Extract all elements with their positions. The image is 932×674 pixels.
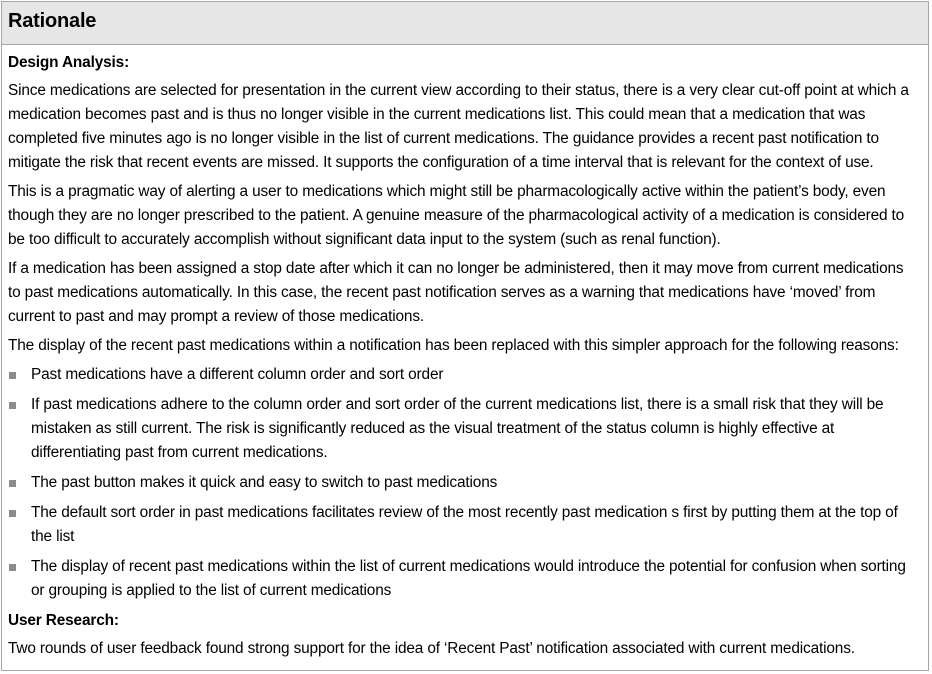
design-analysis-heading: Design Analysis: (8, 54, 130, 71)
user-research-heading: User Research: (8, 612, 119, 629)
panel-title: Rationale (2, 2, 928, 45)
paragraph: Two rounds of user feedback found strong support for the idea of ‘Recent Past’ notification associated with current medications. (8, 640, 855, 657)
list-item-text: The display of recent past medications within the list of current medications would introduce the potential for confusion when sorting or grouping is applied to the list of current medications (31, 558, 906, 599)
paragraph: The display of the recent past medications within a notification has been replaced with this simpler approach for the following reasons: (8, 337, 899, 354)
paragraph: Since medications are selected for presentation in the current view according to their status, there is a very clear cut-off point at which a medication becomes past and is thus no longer visible in the current medications list. This could mean that a medication that was completed five minutes ago is no longer visible in the list of current medications. The guidance provides a recent past notification to mitigate the risk that recent events are missed. It supports the configuration of a time interval that is relevant for the context of use. (8, 82, 909, 171)
list-item-text: The default sort order in past medications facilitates review of the most recently past medication s first by putting them at the top of the list (31, 504, 898, 545)
square-bullet-icon (9, 480, 16, 487)
list-item (8, 501, 920, 549)
reasons-list (8, 363, 920, 603)
list-item (8, 555, 920, 603)
list-item (8, 363, 920, 387)
list-item (8, 471, 920, 495)
panel-content (2, 45, 928, 661)
list-item (8, 393, 920, 465)
list-item-text: The past button makes it quick and easy to switch to past medications (31, 474, 498, 491)
paragraph: This is a pragmatic way of alerting a user to medications which might still be pharmacologically active within the patient’s body, even though they are no longer prescribed to the patient. A genuine measure of the pharmacological activity of a medication is considered to be too difficult to accurately accomplish without significant data input to the system (such as renal function). (8, 183, 905, 248)
square-bullet-icon (9, 564, 16, 571)
square-bullet-icon (9, 402, 16, 409)
list-item-text: Past medications have a different column order and sort order (31, 366, 444, 383)
square-bullet-icon (9, 510, 16, 517)
list-item-text: If past medications adhere to the column order and sort order of the current medications list, there is a small risk that they will be mistaken as still current. The risk is significantly reduced as the visual treatment of the status column is highly effective at differentiating past from current medications. (31, 396, 884, 461)
paragraph: If a medication has been assigned a stop date after which it can no longer be administered, then it may move from current medications to past medications automatically. In this case, the recent past notification serves as a warning that medications have ‘moved’ from current to past and may prompt a review of those medications. (8, 260, 904, 325)
square-bullet-icon (9, 372, 16, 379)
rationale-panel (1, 1, 929, 671)
